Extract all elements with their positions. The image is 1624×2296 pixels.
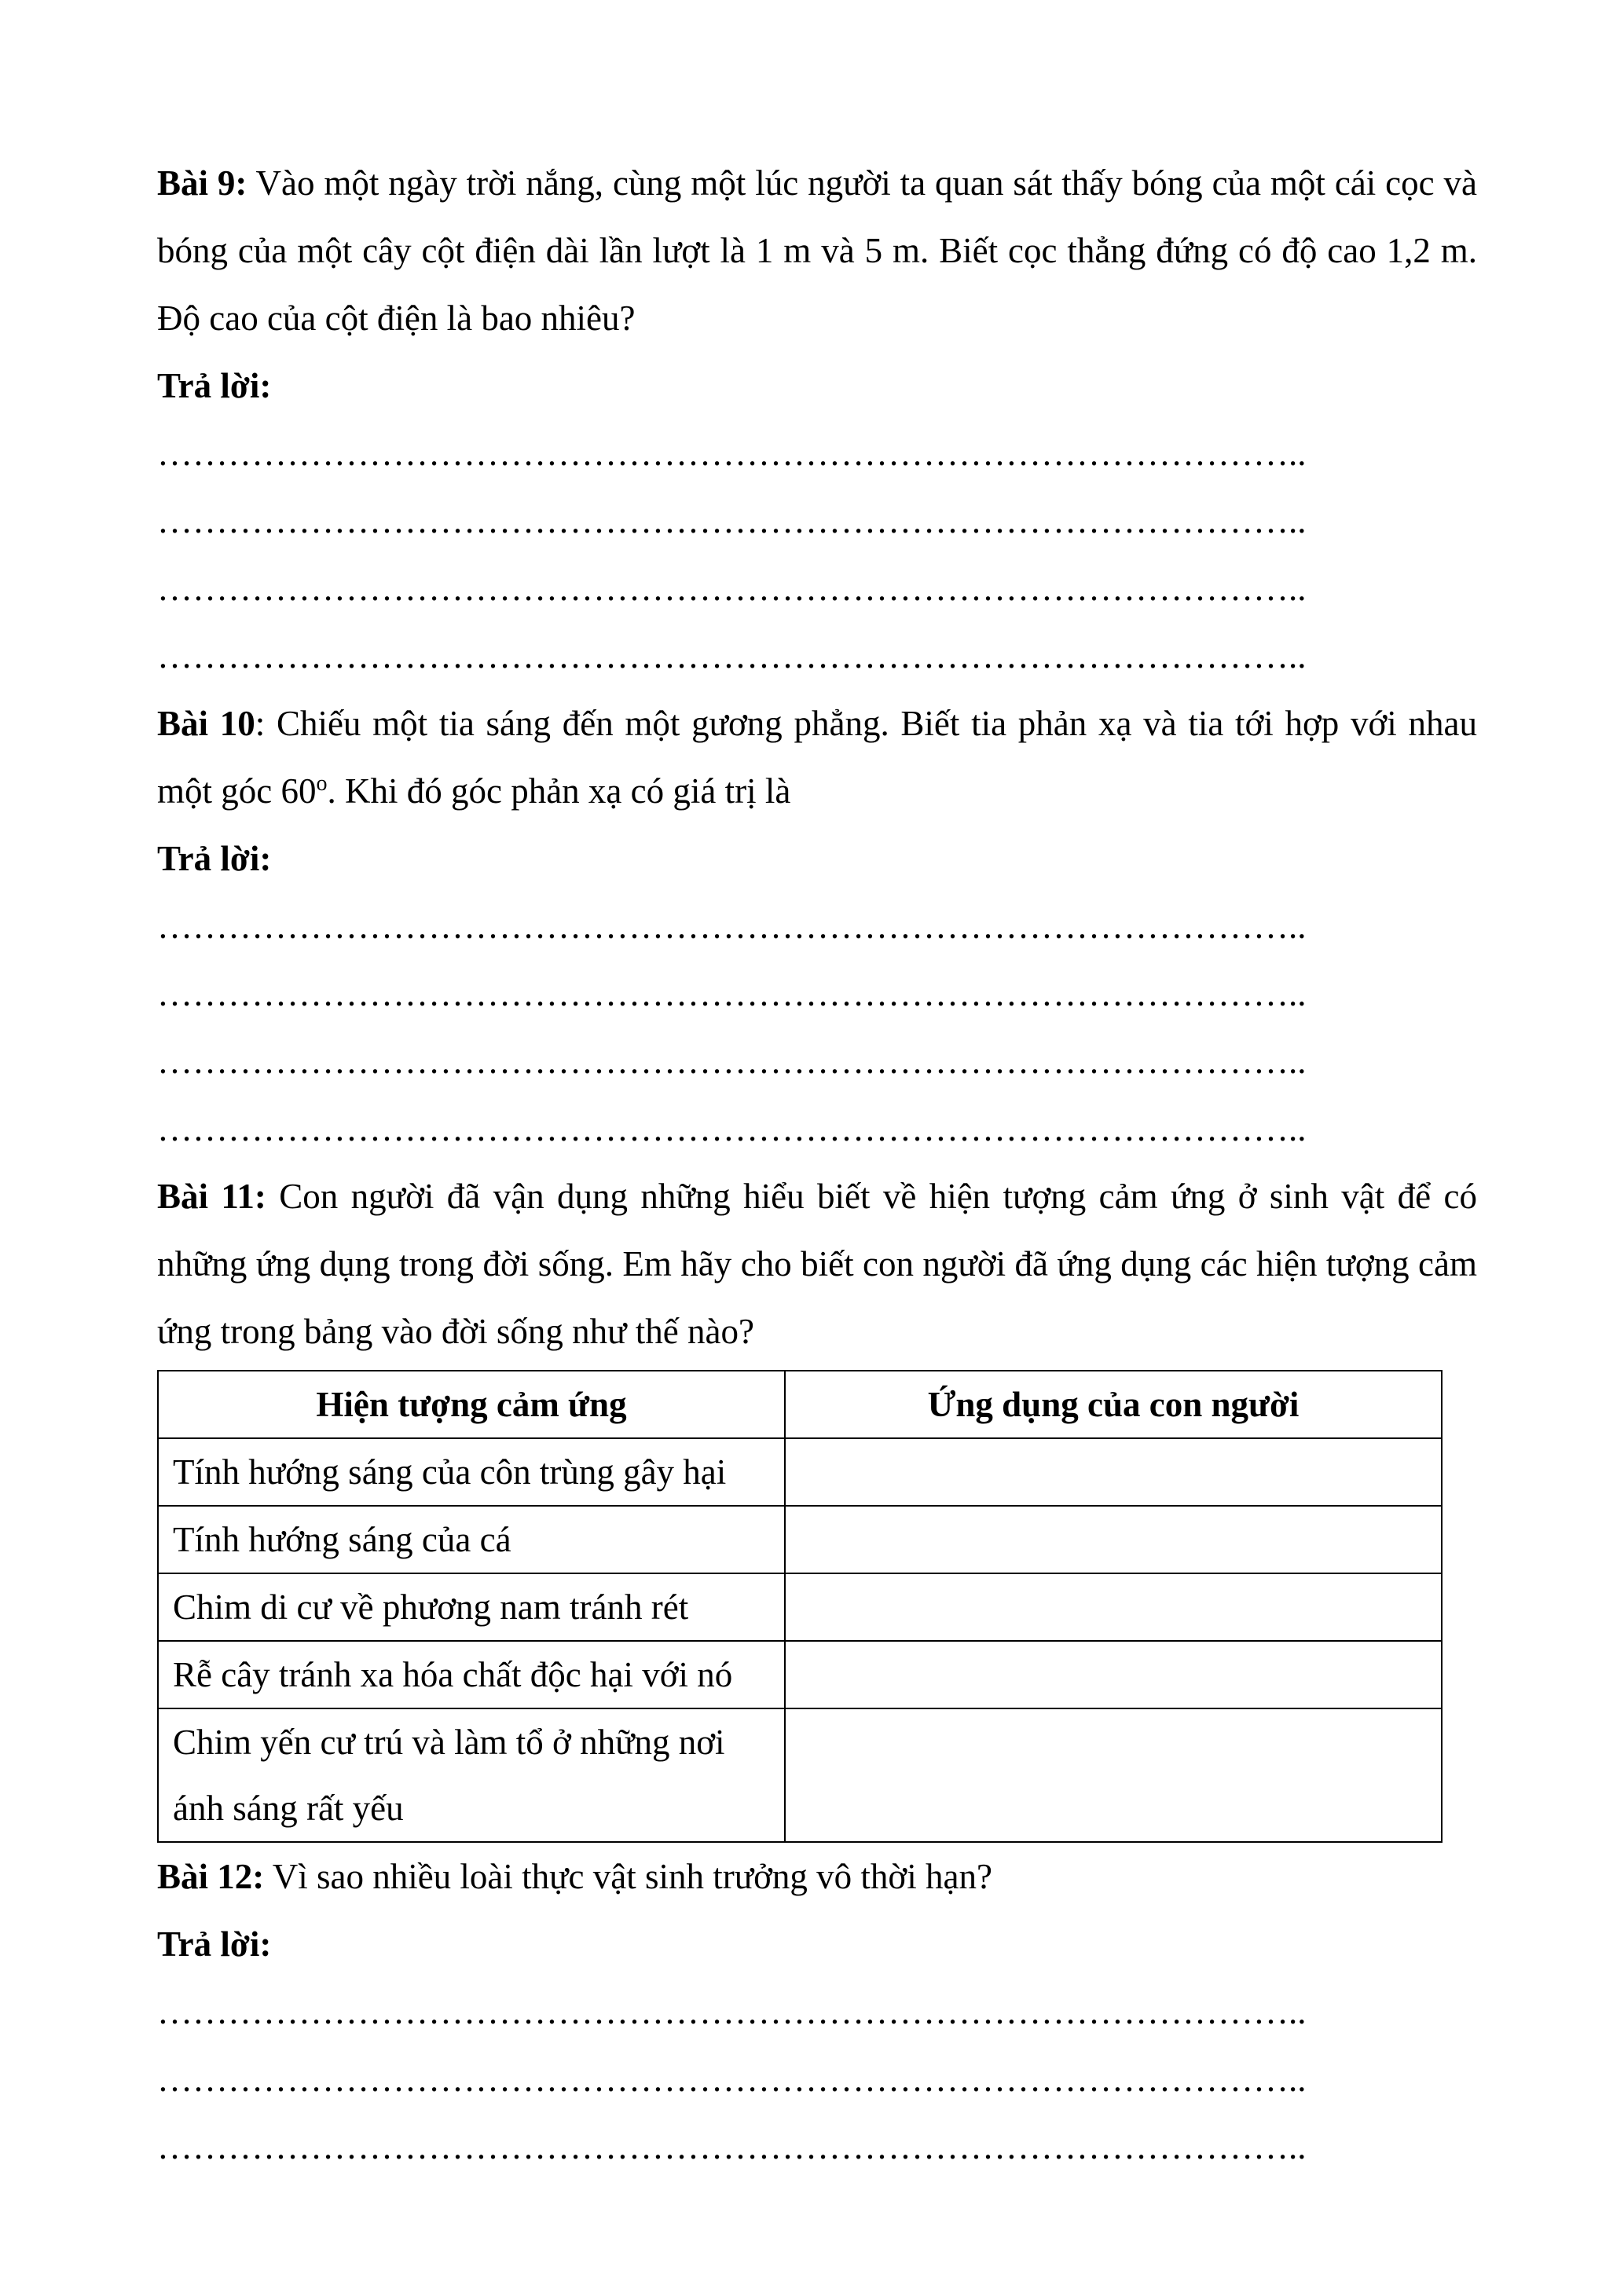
induction-table <box>157 1370 1443 1843</box>
question-10 <box>157 690 1477 825</box>
table-header-application: Ứng dụng của con người <box>785 1371 1442 1438</box>
answer-line[interactable]: …………………………………………………………………………………….. <box>157 501 1307 540</box>
answer-line[interactable]: …………………………………………………………………………………….. <box>157 636 1307 676</box>
table-row <box>158 1708 1442 1842</box>
question-12-label: Bài 12: <box>157 1857 265 1896</box>
table-cell-application[interactable] <box>785 1438 1442 1506</box>
question-10-label: Bài 10 <box>157 704 255 743</box>
answer-line[interactable]: …………………………………………………………………………………….. <box>157 569 1307 608</box>
table-cell-application[interactable] <box>785 1708 1442 1842</box>
question-11 <box>157 1163 1477 1365</box>
answer-line[interactable]: …………………………………………………………………………………….. <box>157 1992 1307 2031</box>
degree-superscript: o <box>316 771 328 796</box>
question-12 <box>157 1843 1477 1910</box>
answer-line[interactable]: …………………………………………………………………………………….. <box>157 2060 1307 2099</box>
answer-line[interactable]: …………………………………………………………………………………….. <box>157 1042 1307 1081</box>
table-cell-application[interactable] <box>785 1573 1442 1641</box>
answer-line[interactable]: …………………………………………………………………………………….. <box>157 1109 1307 1148</box>
question-11-label: Bài 11: <box>157 1177 266 1216</box>
question-9-answer-label: Trả lời: <box>157 366 272 405</box>
answer-line[interactable]: …………………………………………………………………………………….. <box>157 2127 1307 2166</box>
worksheet-page <box>157 149 1477 2181</box>
table-cell-phenomenon: Rễ cây tránh xa hóa chất độc hại với nó <box>158 1641 785 1708</box>
question-10-text: : Chiếu một tia sáng đến một gương phẳng. Biết tia phản xạ và tia tới hợp với nhau một góc 60 <box>157 704 1477 811</box>
question-12-answer-label: Trả lời: <box>157 1924 272 1964</box>
question-9-text: Vào một ngày trời nắng, cùng một lúc người ta quan sát thấy bóng của một cái cọc và bóng của một cây cột điện dài lần lượt là 1 m và 5 m. Biết cọc thẳng đứng có độ cao 1,2 m. Độ cao của cột điện là bao nhiêu? <box>157 163 1477 338</box>
table-header-phenomenon: Hiện tượng cảm ứng <box>158 1371 785 1438</box>
question-11-text: Con người đã vận dụng những hiểu biết về hiện tượng cảm ứng ở sinh vật để có những ứng dụng trong đời sống. Em hãy cho biết con người đã ứng dụng các hiện tượng cảm ứng trong bảng vào đời sống như thế nào? <box>157 1177 1477 1351</box>
table-cell-application[interactable] <box>785 1506 1442 1573</box>
table-header-row <box>158 1371 1442 1438</box>
table-cell-phenomenon: Tính hướng sáng của cá <box>158 1506 785 1573</box>
table-row <box>158 1438 1442 1506</box>
table-row <box>158 1573 1442 1641</box>
answer-line[interactable]: …………………………………………………………………………………….. <box>157 434 1307 473</box>
table-cell-application[interactable] <box>785 1641 1442 1708</box>
table-row <box>158 1641 1442 1708</box>
question-10-answer-label: Trả lời: <box>157 839 272 878</box>
question-12-text: Vì sao nhiều loài thực vật sinh trưởng vô thời hạn? <box>264 1857 992 1896</box>
answer-line[interactable]: …………………………………………………………………………………….. <box>157 974 1307 1013</box>
question-9-label: Bài 9: <box>157 163 247 203</box>
table-cell-phenomenon: Tính hướng sáng của côn trùng gây hại <box>158 1438 785 1506</box>
answer-line[interactable]: …………………………………………………………………………………….. <box>157 906 1307 946</box>
question-9 <box>157 149 1477 352</box>
table-row <box>158 1506 1442 1573</box>
table-cell-phenomenon: Chim yến cư trú và làm tổ ở những nơi ánh sáng rất yếu <box>158 1708 785 1842</box>
table-cell-phenomenon: Chim di cư về phương nam tránh rét <box>158 1573 785 1641</box>
question-10-text-end: . Khi đó góc phản xạ có giá trị là <box>327 771 791 811</box>
